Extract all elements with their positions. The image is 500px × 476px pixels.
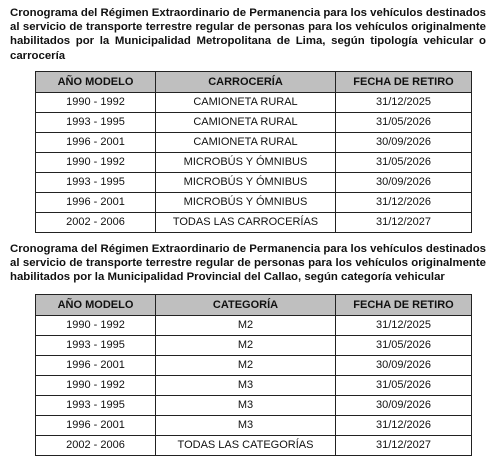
table-row	[36, 212, 472, 232]
cell-carroceria: MICROBÚS Y ÓMNIBUS	[156, 152, 336, 172]
cell-ano-modelo: 1993 - 1995	[36, 395, 156, 415]
cell-ano-modelo: 2002 - 2006	[36, 435, 156, 455]
table-header-row	[36, 294, 472, 315]
table-row	[36, 375, 472, 395]
table-row	[36, 152, 472, 172]
cell-ano-modelo: 1990 - 1992	[36, 92, 156, 112]
callao-schedule-heading: Cronograma del Régimen Extraordinario de Permanencia para los vehículos destinados al servicio de transporte terrestre regular de personas para los vehículos originalmente habilitados por la Municipalidad Provincial del Callao, según categoría vehicular	[10, 243, 487, 284]
table-row	[36, 132, 472, 152]
cell-fecha-retiro: 30/09/2026	[336, 395, 472, 415]
cell-categoria: TODAS LAS CATEGORÍAS	[156, 435, 336, 455]
cell-fecha-retiro: 31/12/2027	[336, 435, 472, 455]
cell-categoria: M2	[156, 335, 336, 355]
table-row	[36, 355, 472, 375]
callao-schedule-section	[10, 242, 486, 456]
table-row	[36, 435, 472, 455]
table-row	[36, 395, 472, 415]
cell-categoria: M2	[156, 315, 336, 335]
table-row	[36, 172, 472, 192]
table-row	[36, 315, 472, 335]
column-header-ano-modelo: AÑO MODELO	[36, 294, 156, 315]
cell-carroceria: CAMIONETA RURAL	[156, 112, 336, 132]
cell-carroceria: CAMIONETA RURAL	[156, 92, 336, 112]
callao-schedule-table	[35, 294, 472, 456]
cell-ano-modelo: 1996 - 2001	[36, 355, 156, 375]
cell-categoria: M3	[156, 395, 336, 415]
column-header-categoria: CATEGORÍA	[156, 294, 336, 315]
cell-fecha-retiro: 31/12/2026	[336, 415, 472, 435]
cell-fecha-retiro: 31/12/2025	[336, 92, 472, 112]
cell-ano-modelo: 2002 - 2006	[36, 212, 156, 232]
cell-ano-modelo: 1996 - 2001	[36, 415, 156, 435]
cell-ano-modelo: 1993 - 1995	[36, 172, 156, 192]
column-header-ano-modelo: AÑO MODELO	[36, 71, 156, 92]
cell-fecha-retiro: 31/05/2026	[336, 112, 472, 132]
column-header-fecha-retiro: FECHA DE RETIRO	[336, 294, 472, 315]
cell-fecha-retiro: 31/05/2026	[336, 152, 472, 172]
cell-fecha-retiro: 30/09/2026	[336, 355, 472, 375]
cell-fecha-retiro: 31/05/2026	[336, 375, 472, 395]
cell-fecha-retiro: 31/12/2027	[336, 212, 472, 232]
table-row	[36, 335, 472, 355]
table-row	[36, 192, 472, 212]
lima-schedule-heading: Cronograma del Régimen Extraordinario de Permanencia para los vehículos destinados al servicio de transporte terrestre regular de personas para los vehículos originalmente habilitados por la Municipalidad Metropolitana de Lima, según tipología vehicular o carrocería	[10, 7, 487, 62]
cell-carroceria: TODAS LAS CARROCERÍAS	[156, 212, 336, 232]
cell-fecha-retiro: 31/12/2026	[336, 192, 472, 212]
cell-ano-modelo: 1996 - 2001	[36, 192, 156, 212]
cell-ano-modelo: 1993 - 1995	[36, 112, 156, 132]
cell-fecha-retiro: 31/05/2026	[336, 335, 472, 355]
cell-categoria: M3	[156, 375, 336, 395]
cell-ano-modelo: 1996 - 2001	[36, 132, 156, 152]
cell-fecha-retiro: 30/09/2026	[336, 172, 472, 192]
cell-ano-modelo: 1990 - 1992	[36, 375, 156, 395]
cell-fecha-retiro: 31/12/2025	[336, 315, 472, 335]
table-row	[36, 415, 472, 435]
cell-ano-modelo: 1990 - 1992	[36, 315, 156, 335]
table-row	[36, 92, 472, 112]
cell-ano-modelo: 1993 - 1995	[36, 335, 156, 355]
table-header-row	[36, 71, 472, 92]
cell-carroceria: CAMIONETA RURAL	[156, 132, 336, 152]
column-header-carroceria: CARROCERÍA	[156, 71, 336, 92]
lima-schedule-table	[35, 71, 472, 233]
table-row	[36, 112, 472, 132]
cell-categoria: M2	[156, 355, 336, 375]
cell-categoria: M3	[156, 415, 336, 435]
cell-carroceria: MICROBÚS Y ÓMNIBUS	[156, 172, 336, 192]
cell-ano-modelo: 1990 - 1992	[36, 152, 156, 172]
cell-carroceria: MICROBÚS Y ÓMNIBUS	[156, 192, 336, 212]
cell-fecha-retiro: 30/09/2026	[336, 132, 472, 152]
lima-schedule-section	[10, 6, 486, 233]
column-header-fecha-retiro: FECHA DE RETIRO	[336, 71, 472, 92]
